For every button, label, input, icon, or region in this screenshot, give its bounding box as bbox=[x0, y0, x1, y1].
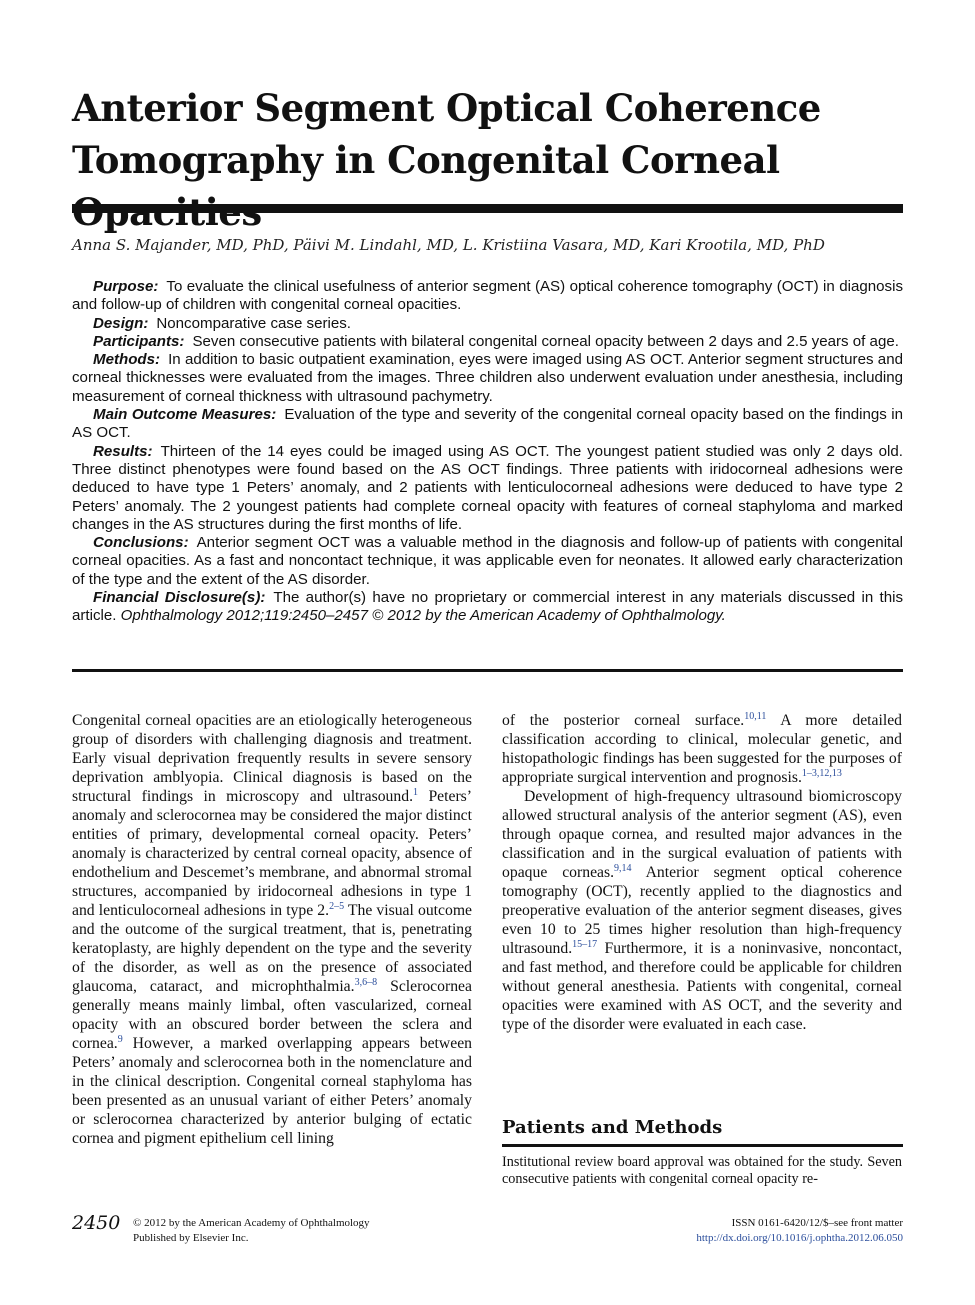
intro-text-5: However, a marked overlapping appears between Peters’ anomaly and sclerocornea both in the nomenclature and in the clinical description. Congenital corneal staphyloma has been presented as an unusual variant of either Peters’ anomaly or sclerocornea characterized by anterior bulging of ectatic cornea and pigment epithelium cell lining bbox=[72, 1035, 472, 1147]
citation-ref[interactable]: 3,6–8 bbox=[354, 977, 378, 988]
intro-paragraph-cont bbox=[502, 711, 902, 787]
citation-ref[interactable]: 15–17 bbox=[572, 939, 598, 950]
methods-label: Methods: bbox=[93, 351, 161, 369]
intro-text-4: Sclerocornea generally means mainly limbal, often vascularized, corneal opacity with an obscured border between the sclera and cornea. bbox=[72, 978, 472, 1052]
publisher-line: Published by Elsevier Inc. bbox=[133, 1232, 249, 1244]
disclosure-text: The author(s) have no proprietary or commercial interest in any materials discussed in this article. bbox=[72, 589, 903, 625]
abstract-design bbox=[72, 315, 903, 333]
body-column-left bbox=[72, 711, 472, 1148]
oct-paragraph bbox=[502, 787, 902, 1034]
intro-text-3: The visual outcome and the outcome of the surgical treatment, that is, penetrating keratoplasty, are highly dependent on the type and the severity of the disorder, as well as on the presence of associated glaucoma, cataract, and microphthalmia. bbox=[72, 902, 472, 995]
citation-ref[interactable]: 1 bbox=[413, 787, 419, 798]
conclusions-text: Anterior segment OCT was a valuable method in the diagnosis and follow-up of patients with congenital corneal opacities. As a fast and noncontact technique, it was applicable even for neonates. It allowed early characterization of the type and the extent of the AS disorder. bbox=[72, 534, 903, 588]
abstract bbox=[72, 278, 903, 626]
outcome-text: Evaluation of the type and severity of the congenital corneal opacity based on the findings in AS OCT. bbox=[72, 406, 903, 442]
design-label: Design: bbox=[93, 314, 149, 332]
citation-ref[interactable]: 9,14 bbox=[614, 863, 632, 874]
purpose-text: To evaluate the clinical usefulness of anterior segment (AS) optical coherence tomography (OCT) in diagnosis and follow-up of children with congenital corneal opacities. bbox=[72, 278, 903, 314]
oct-text-1: Development of high-frequency ultrasound biomicroscopy allowed structural analysis of the anterior segment (AS), even through opaque cornea, and resulted major advances in the classification and in the surgical evaluation of patients with opaque corneas. bbox=[502, 788, 902, 881]
results-label: Results: bbox=[93, 442, 153, 460]
participants-label: Participants: bbox=[93, 332, 185, 350]
doi-link[interactable]: http://dx.doi.org/10.1016/j.ophtha.2012.06.050 bbox=[696, 1232, 903, 1244]
citation-ref[interactable]: 10,11 bbox=[744, 711, 767, 722]
participants-text: Seven consecutive patients with bilateral congenital corneal opacity between 2 days and 2.5 years of age. bbox=[192, 332, 899, 350]
oct-text-3: Furthermore, it is a noninvasive, noncontact, and fast method, and therefore could be applicable for children without general anesthesia. Patients with congenital, corneal opacities were examined with AS OCT, and the severity and type of the disorder were evaluated in each case. bbox=[502, 940, 902, 1033]
abstract-purpose bbox=[72, 278, 903, 315]
conclusions-label: Conclusions: bbox=[93, 534, 189, 552]
footer-identifiers bbox=[696, 1216, 903, 1246]
citation-ref[interactable]: 1–3,12,13 bbox=[801, 768, 842, 779]
abstract-results bbox=[72, 443, 903, 534]
intro-text-1: Congenital corneal opacities are an etiologically heterogeneous group of disorders with challenging diagnosis and treatment. Early visual deprivation frequently results in severe sensory deprivation amblyopia. Clinical diagnosis is based on the structural findings in microscopy and ultrasound. bbox=[72, 712, 472, 805]
oct-text-2: Anterior segment optical coherence tomography (OCT), recently applied to the diagnostics and preoperative evaluation of the anterior segment diseases, gives even 10 to 25 times higher resolution than high-frequency ultrasound. bbox=[502, 864, 902, 957]
abstract-disclosure bbox=[72, 589, 903, 626]
section-divider bbox=[502, 1144, 903, 1147]
body-column-right bbox=[502, 711, 902, 1034]
abstract-methods bbox=[72, 351, 903, 406]
outcome-label: Main Outcome Measures: bbox=[93, 406, 277, 424]
results-text: Thirteen of the 14 eyes could be imaged using AS OCT. The youngest patient studied was only 2 days old. Three distinct phenotypes were found based on the AS OCT findings. Three patients with iridocorneal adhesions were deduced to have type 1 Peters’ anomaly, and 2 patients with lenticulocorneal adhesions were deduced to have type 2 Peters’ anomaly. The 2 youngest patients had complete corneal opacity with features of corneal staphyloma and marked changes in the AS structures during the first months of life. bbox=[72, 442, 903, 533]
intro-text-6: of the posterior corneal surface. bbox=[502, 712, 745, 729]
journal-citation: Ophthalmology 2012;119:2450–2457 © 2012 by the American Academy of Ophthalmology. bbox=[120, 607, 726, 625]
copyright-line: © 2012 by the American Academy of Ophthalmology bbox=[133, 1217, 370, 1229]
intro-text-7: A more detailed classification according to clinical, molecular genetic, and histopathologic findings has been suggested for the purposes of appropriate surgical intervention and prognosis. bbox=[502, 712, 902, 786]
disclosure-label: Financial Disclosure(s): bbox=[93, 589, 266, 607]
section-heading-patients-methods: Patients and Methods bbox=[502, 1117, 723, 1138]
citation-ref[interactable]: 9 bbox=[117, 1034, 123, 1045]
abstract-divider bbox=[72, 669, 903, 672]
patients-methods-text bbox=[502, 1154, 902, 1188]
issn-line: ISSN 0161-6420/12/$–see front matter bbox=[731, 1217, 903, 1229]
intro-paragraph bbox=[72, 711, 472, 1148]
article-title: Anterior Segment Optical Coherence Tomography in Congenital Corneal bbox=[72, 86, 821, 182]
author-list: Anna S. Majander, MD, PhD, Päivi M. Lindahl, MD, L. Kristiina Vasara, MD, Kari Krootila, MD, PhD bbox=[72, 236, 825, 254]
page-number: 2450 bbox=[72, 1212, 121, 1234]
methods-text: In addition to basic outpatient examination, eyes were imaged using AS OCT. Anterior segment structures and corneal thicknesses were evaluated from the images. Three children also underwent evaluation under anesthesia, including measurement of corneal thickness with ultrasound pachymetry. bbox=[72, 351, 903, 405]
citation-ref[interactable]: 2–5 bbox=[329, 901, 345, 912]
methods-paragraph: Institutional review board approval was obtained for the study. Seven consecutive patients with congenital corneal opacity re- bbox=[502, 1154, 902, 1187]
intro-text-2: Peters’ anomaly and sclerocornea may be considered the major distinct entities of primary, developmental corneal opacity. Peters’ anomaly is characterized by central corneal opacity, absence of endothelium and Descemet’s membrane, and abnormal stromal structures, accompanied by iridocorneal adhesions in type 1 and lenticulocorneal adhesions in type 2. bbox=[72, 788, 473, 919]
abstract-conclusions bbox=[72, 534, 903, 589]
design-text: Noncomparative case series. bbox=[156, 314, 351, 332]
footer-publisher-info bbox=[133, 1216, 370, 1246]
abstract-outcome bbox=[72, 406, 903, 443]
purpose-label: Purpose: bbox=[93, 278, 159, 295]
title-divider bbox=[72, 204, 903, 213]
abstract-participants bbox=[72, 333, 903, 351]
